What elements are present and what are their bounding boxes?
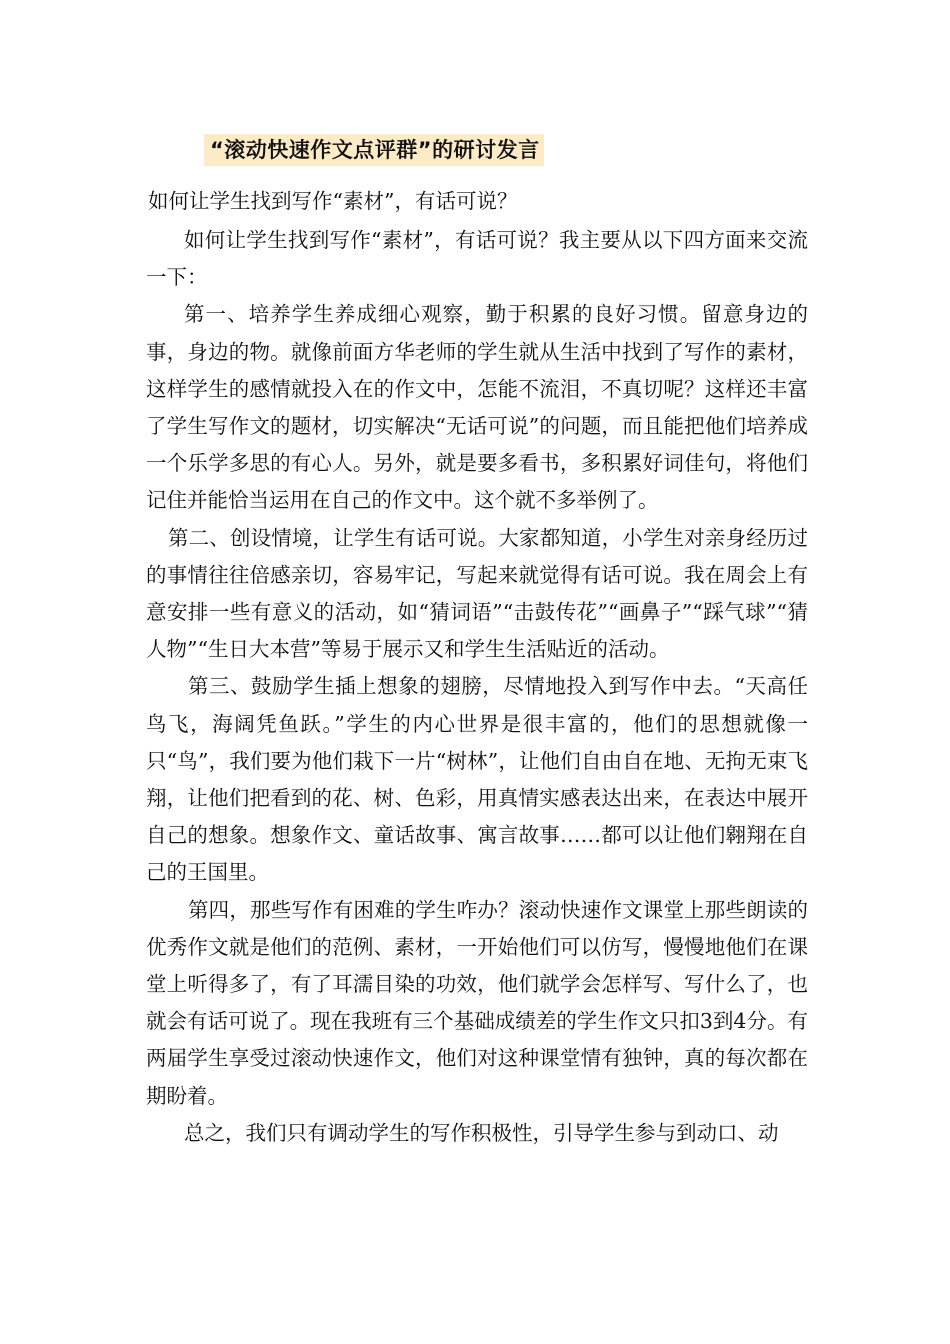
paragraph-second: 第二、创设情境，让学生有话可说。大家都知道，小学生对亲身经历过的事情往往倍感亲切，容易牢记，写起来就觉得有话可说。我在周会上有意安排一些有意义的活动，如“猜词语”“击鼓传花”“画鼻子”“踩气球”“猜人物”“生日大本营”等易于展示又和学生生活贴近的活动。 [146,525,808,662]
paragraph-third: 第三、鼓励学生插上想象的翅膀，尽情地投入到写作中去。“天高任鸟飞，海阔凭鱼跃。”学生的内心世界是很丰富的，他们的思想就像一只“鸟”，我们要为他们栽下一片“树林”，让他们自由自在地、无拘无束飞翔，让他们把看到的花、树、色彩，用真情实感表达出来，在表达中展开自己的想象。想象作文、童话故事、寓言故事……都可以让他们翱翔在自己的王国里。 [146,674,808,885]
paragraph-intro: 如何让学生找到写作“素材”，有话可说？我主要从以下四方面来交流一下： [146,228,808,290]
lead-question: 如何让学生找到写作“素材”，有话可说？ [148,189,518,213]
paragraph-fourth: 第四，那些写作有困难的学生咋办？滚动快速作文课堂上那些朗读的优秀作文就是他们的范例、素材，一开始他们可以仿写，慢慢地他们在课堂上听得多了，有了耳濡目染的功效，他们就学会怎样写、写什么了，也就会有话可说了。现在我班有三个基础成绩差的学生作文只扣3到4分。有两届学生享受过滚动快速作文，他们对这种课堂情有独钟，真的每次都在期盼着。 [146,897,808,1108]
document-title: “滚动快速作文点评群”的研讨发言 [204,134,544,166]
document-body [146,222,808,1152]
paragraph-conclusion: 总之，我们只有调动学生的写作积极性，引导学生参与到动口、动 [184,1120,779,1145]
paragraph-first: 第一、培养学生养成细心观察，勤于积累的良好习惯。留意身边的事，身边的物。就像前面方华老师的学生就从生活中找到了写作的素材，这样学生的感情就投入在的作文中，怎能不流泪，不真切呢？这样还丰富了学生写作文的题材，切实解决“无话可说”的问题，而且能把他们培养成一个乐学多思的有心人。另外，就是要多看书，多积累好词佳句，将他们记住并能恰当运用在自己的作文中。这个就不多举例了。 [146,302,808,513]
